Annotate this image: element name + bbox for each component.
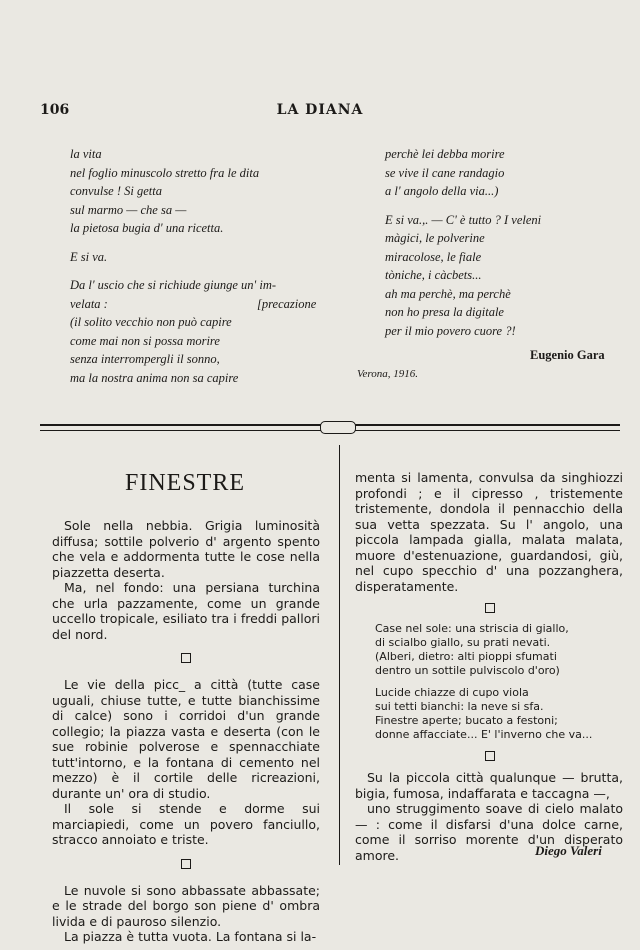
verse-line: (Alberi, dietro: alti pioppi sfumati <box>375 650 557 663</box>
article-title: FINESTRE <box>124 470 245 496</box>
paragraph: Ma, nel fondo: una persiana turchina che urla pazzamente, come un grande uccello tropicale, esiliato tra i freddi pallori del nord. <box>52 580 320 642</box>
verse-line: dentro un sottile pulviscolo d'oro) <box>375 664 560 677</box>
article-left-column <box>52 518 320 945</box>
poem-line: non ho presa la digitale <box>385 305 504 319</box>
verse-line: Case nel sole: una striscia di giallo, <box>375 622 569 635</box>
poem-line: Da l' uscio che si richiude giunge un' im- <box>70 278 277 292</box>
section-separator-icon <box>485 603 495 613</box>
poem-line: perchè lei debba morire <box>385 147 505 161</box>
paragraph: uno struggimento soave di cielo malato — : come il disfarsi d'una dolce carne, come il sorriso morente d'un disperato amore. <box>355 801 623 863</box>
poem-line: ma la nostra anima non sa capire <box>70 370 239 385</box>
poem-right-column <box>385 145 615 340</box>
verse-line: Lucide chiazze di cupo viola <box>375 686 529 699</box>
poem-line: tòniche, i càcbets... <box>385 268 482 282</box>
article-right-column <box>355 470 623 863</box>
poem-line: (il solito vecchio non può capire <box>70 315 232 329</box>
paragraph: Sole nella nebbia. Grigia luminosità diffusa; sottile polverio d' argento spento che vela e addormenta tutte le cose nella piazzetta deserta. <box>52 518 320 580</box>
poem-line: màgici, le polverine <box>385 231 485 245</box>
poem-line: nel foglio minuscolo stretto fra le dita <box>70 165 260 180</box>
section-separator-icon <box>485 751 495 761</box>
poem-line: per il mio povero cuore ?! <box>385 323 516 338</box>
poem-line: E si va.,. — C' è tutto ? I veleni <box>385 212 542 227</box>
poem-line: la pietosa bugia d' una ricetta. <box>70 221 224 235</box>
poem-line: convulse ! Si getta <box>70 184 162 198</box>
paragraph: Le vie della picc_ a città (tutte case uguali, chiuse tutte, e tutte bianchissime di calce) sono i corridoi d'un grande collegio; la piazza vasta e deserta (con le sue robinie polverose e spennacchiate tutt'intorno, e la fontana di cemento nel mezzo) è il cortile delle ricreazioni, durante un' ora di studio. <box>52 677 320 801</box>
poem-line: E si va. <box>70 249 108 264</box>
verse-line: donne affacciate... E' l'inverno che va... <box>375 728 593 741</box>
poem-line: miracolose, le fiale <box>385 249 482 264</box>
poem-line: senza interrompergli il sonno, <box>70 352 220 366</box>
paragraph: La piazza è tutta vuota. La fontana si la- <box>64 929 317 944</box>
paragraph: Le nuvole si sono abbassate abbassate; e le strade del borgo son piene d' ombra livida e di pauroso silenzio. <box>52 882 320 929</box>
poem-line: se vive il cane randagio <box>385 165 505 180</box>
poem-author: Eugenio Gara <box>530 348 605 362</box>
paragraph: menta si lamenta, convulsa da singhiozzi profondi ; e il cipresso , tristemente tristemente, dondola il pennacchio della sua vetta spezzata. Su l' angolo, una piccola lampada gialla, malata malata, muore d'estenuazione, guardandosi, giù, nel cupo specchio d' una pozzanghera, disperatamente. <box>355 470 623 594</box>
poem-fragment-right: [precazione <box>257 296 317 311</box>
verse-line: sui tetti bianchi: la neve si sfa. <box>375 700 544 713</box>
section-separator-icon <box>181 859 191 869</box>
running-title: LA DIANA <box>276 102 364 118</box>
section-separator-icon <box>181 653 191 663</box>
verse-line: di scialbo giallo, su prati nevati. <box>375 636 551 649</box>
page-number: 106 <box>40 102 70 118</box>
poem-line: come mai non si possa morire <box>70 333 220 348</box>
poem-line <box>70 295 320 314</box>
rule-ornament <box>320 421 356 434</box>
poem-place-date: Verona, 1916. <box>357 368 419 380</box>
verse-line: Finestre aperte; bucato a festoni; <box>375 714 558 727</box>
poem-line: a l' angolo della via...) <box>385 184 499 198</box>
column-divider <box>339 445 340 865</box>
poem-left-column <box>70 145 320 387</box>
poem-line: ah ma perchè, ma perchè <box>385 286 511 301</box>
poem-fragment: velata : <box>70 296 108 311</box>
poem-line: la vita <box>70 147 102 161</box>
paragraph: Su la piccola città qualunque — brutta, bigia, fumosa, indaffarata e taccagna —, <box>355 770 623 801</box>
article-author: Diego Valeri <box>535 843 602 858</box>
verse-stanza <box>375 622 623 742</box>
paragraph: Il sole si stende e dorme sui marciapiedi, come un povero fanciullo, stracco annoiato e triste. <box>52 801 320 847</box>
poem-line: sul marmo — che sa — <box>70 202 187 217</box>
